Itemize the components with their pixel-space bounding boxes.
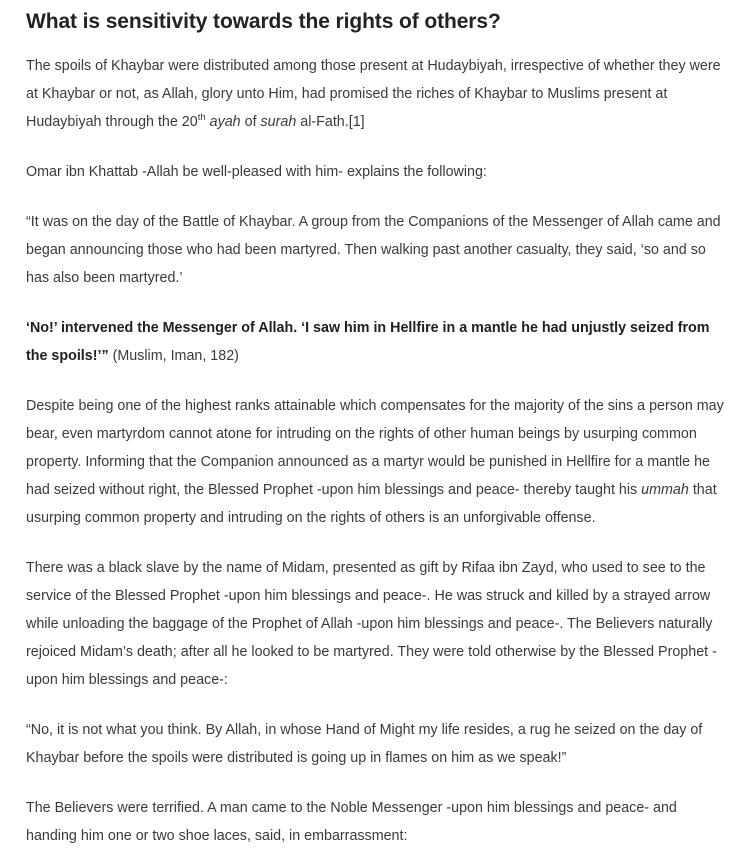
highlighted-text-rug-quote: “No, it is not what you think. By Allah, in whose Hand of Might my life resides, a rug he seized on the day of Khaybar before the spoils were distributed is going up in flames on him as we speak!” — [26, 722, 703, 766]
paragraph-rug-quote — [26, 716, 725, 772]
conjunction-of: of — [240, 114, 261, 130]
ordinal-suffix: th — [197, 112, 206, 124]
surah-name: al-Fath. — [296, 114, 349, 130]
page-title: What is sensitivity towards the rights of others? — [26, 10, 501, 33]
paragraph-lead-text: Despite being one of the highest ranks attainable which compensates for the majority of the sins a person may bear, — [26, 398, 724, 442]
term-ayah: ayah — [209, 114, 241, 130]
paragraph-midam-story — [26, 554, 725, 694]
paragraph-believers-terrified: The Believers were terrified. A man came to the Noble Messenger -upon him blessings and peace- and handing him one or two shoe laces, said, in embarrassment: — [26, 800, 677, 844]
hadith-source: (Muslim, Iman, 182) — [108, 348, 239, 364]
midam-intro-text: There was a black slave by the name of Midam, presented as gift by Rifaa ibn Zayd, who used to see to the service of the Blessed Prophet -upon him blessings and peace-. — [26, 560, 706, 604]
term-ummah: ummah — [641, 482, 689, 498]
paragraph-text: The spoils of Khaybar were distributed among those present at Hudaybiyah, irrespective of whether they were at Khaybar or not, as Allah, glory unto Him, had promised the riches of Khaybar to Muslims present at Hudaybiyah through the 20 — [26, 58, 721, 130]
paragraph-spoils-distribution — [26, 52, 725, 136]
paragraph-tail-text: that usurping common property and intruding on the rights of others is an unforgivable offense. — [26, 482, 717, 526]
paragraph-martyrdom-explanation — [26, 392, 725, 532]
paragraph-omar-intro: Omar ibn Khattab -Allah be well-pleased with him- explains the following: — [26, 164, 487, 180]
paragraph-khaybar-quote: “It was on the day of the Battle of Khaybar. A group from the Companions of the Messenger of Allah came and began announcing those who had been martyred. Then walking past another casualty, they said, ‘so and so has also been martyred.’ — [26, 214, 721, 286]
prophet-statement-bold: ‘No!’ intervened the Messenger of Allah. ‘I saw him in Hellfire in a mantle he had unjustly seized from the spoils!’” — [26, 320, 710, 364]
paragraph-prophet-statement — [26, 314, 725, 370]
paragraph-middle-text: the Blessed Prophet -upon him blessings and peace- thereby taught his — [180, 482, 642, 498]
term-surah: surah — [260, 114, 297, 130]
highlighted-text-midam: He was struck and killed by a strayed arrow while unloading the baggage of the Prophet of Allah -upon him blessings and peace-. The Believers naturally rejoiced Midam’s death; after all he looked to be martyred. They were told otherwise by the Blessed Prophet -upon him blessings and peace-: — [26, 588, 717, 688]
highlighted-text-usurping: even martyrdom cannot atone for intruding on the rights of other human beings by usurping common property. Informing that the Companion announced as a martyr would be punished in Hellfire for a mantle he had seized without right, — [26, 426, 710, 498]
footnote-reference-1[interactable]: [1] — [348, 114, 365, 130]
article-page — [0, 10, 739, 850]
